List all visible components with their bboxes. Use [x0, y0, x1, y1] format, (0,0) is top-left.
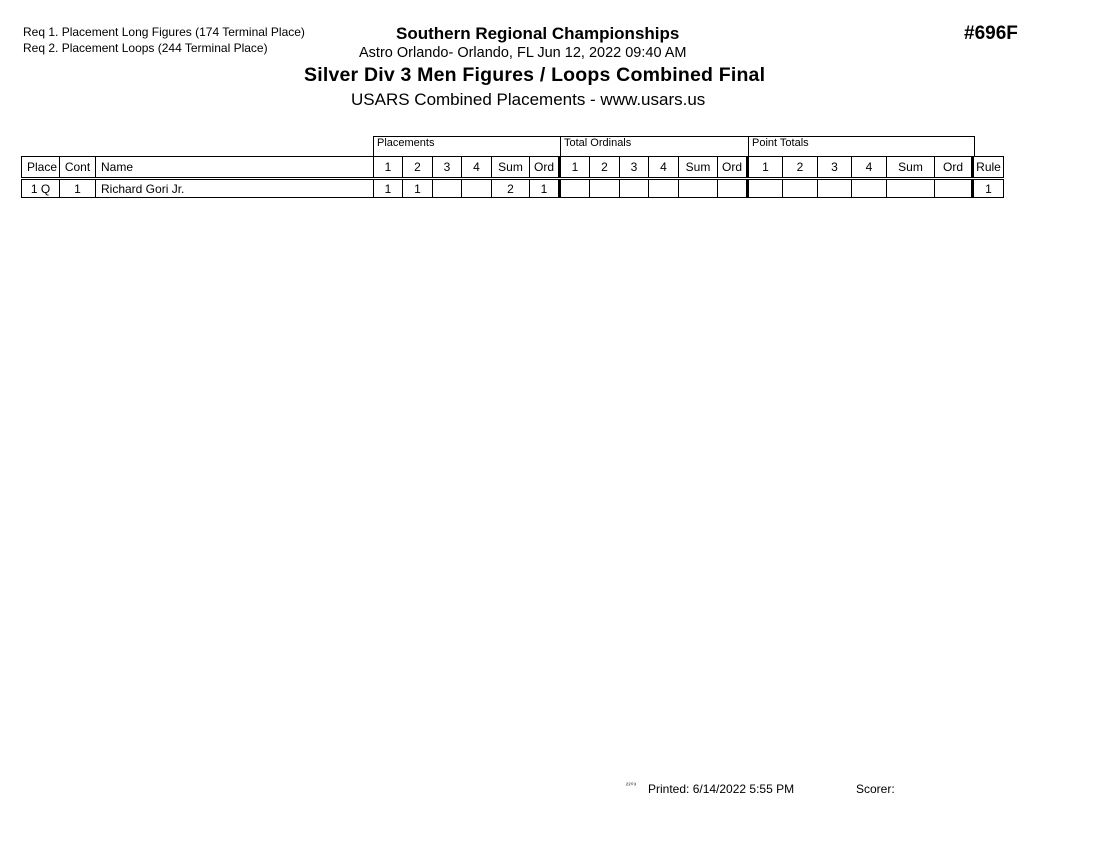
rule-cell: 1: [973, 179, 1004, 198]
points-ord-cell: [935, 179, 973, 198]
ordinal-ord-cell: [718, 179, 748, 198]
event-code: #696F: [964, 23, 1018, 44]
col-header-points-1: 1: [748, 157, 783, 179]
results-table: [21, 156, 1004, 198]
ordinal-3-cell: [620, 179, 649, 198]
points-3-cell: [818, 179, 852, 198]
placements-group-header: Placements: [373, 136, 561, 156]
col-header-placement-4: 4: [462, 157, 492, 179]
competition-subtitle: USARS Combined Placements - www.usars.us: [351, 90, 706, 109]
ordinal-4-cell: [649, 179, 679, 198]
footer-mark: ²²⁰³: [626, 783, 637, 789]
col-header-ordinal-ord: Ord: [718, 157, 748, 179]
requirement-1: Req 1. Placement Long Figures (174 Terminal Place): [23, 25, 305, 39]
col-header-placement-ord: Ord: [530, 157, 560, 179]
col-header-placement-3: 3: [433, 157, 462, 179]
col-header-name: Name: [96, 157, 374, 179]
col-header-ordinal-2: 2: [590, 157, 620, 179]
placement-3-cell: [433, 179, 462, 198]
col-header-points-ord: Ord: [935, 157, 973, 179]
place-cell: 1 Q: [22, 179, 60, 198]
col-header-points-2: 2: [783, 157, 818, 179]
placement-4-cell: [462, 179, 492, 198]
col-header-ordinal-1: 1: [560, 157, 590, 179]
competition-title: Silver Div 3 Men Figures / Loops Combined Final: [304, 64, 766, 86]
ordinal-1-cell: [560, 179, 590, 198]
col-header-place: Place: [22, 157, 60, 179]
event-venue: Astro Orlando- Orlando, FL Jun 12, 2022 09:40 AM: [359, 45, 687, 61]
placement-ord-cell: 1: [530, 179, 560, 198]
table-header-row: [22, 157, 1004, 179]
col-header-ordinal-sum: Sum: [679, 157, 718, 179]
printed-timestamp: Printed: 6/14/2022 5:55 PM: [648, 782, 795, 796]
point-totals-group-header: Point Totals: [748, 136, 975, 156]
col-header-rule: Rule: [973, 157, 1004, 179]
col-header-points-4: 4: [852, 157, 887, 179]
event-title: Southern Regional Championships: [396, 24, 680, 43]
col-header-placement-sum: Sum: [492, 157, 530, 179]
scorer-label: Scorer:: [856, 782, 895, 796]
points-4-cell: [852, 179, 887, 198]
ordinal-sum-cell: [679, 179, 718, 198]
placement-2-cell: 1: [403, 179, 433, 198]
col-header-cont: Cont: [60, 157, 96, 179]
col-header-points-3: 3: [818, 157, 852, 179]
requirement-2: Req 2. Placement Loops (244 Terminal Place): [23, 41, 268, 55]
skater-name-cell: Richard Gori Jr.: [96, 179, 374, 198]
col-header-placement-1: 1: [374, 157, 403, 179]
table-row: [22, 179, 1004, 198]
cont-cell: 1: [60, 179, 96, 198]
points-2-cell: [783, 179, 818, 198]
col-header-ordinal-4: 4: [649, 157, 679, 179]
points-sum-cell: [887, 179, 935, 198]
placement-sum-cell: 2: [492, 179, 530, 198]
total-ordinals-group-header: Total Ordinals: [560, 136, 749, 156]
points-1-cell: [748, 179, 783, 198]
ordinal-2-cell: [590, 179, 620, 198]
col-header-placement-2: 2: [403, 157, 433, 179]
col-header-ordinal-3: 3: [620, 157, 649, 179]
placement-1-cell: 1: [374, 179, 403, 198]
col-header-points-sum: Sum: [887, 157, 935, 179]
